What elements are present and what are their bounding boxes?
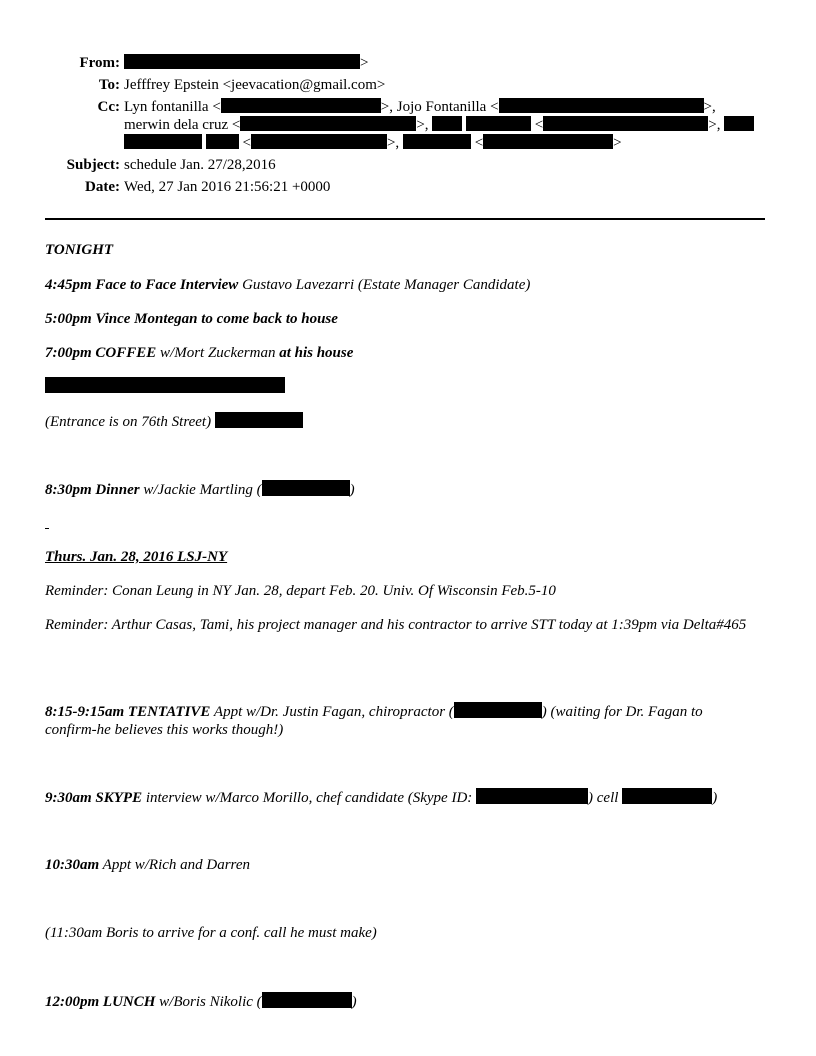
redaction-box [262, 992, 352, 1008]
cc-line-3: < >, < > [124, 134, 622, 152]
redaction-box [543, 116, 708, 131]
header-divider [45, 218, 765, 220]
schedule-item: 12:00pm LUNCH w/Boris Nikolic ( ) [45, 994, 357, 1010]
subject-label: Subject: [66, 157, 120, 173]
schedule-item: 10:30am Appt w/Rich and Darren [45, 857, 250, 873]
redaction-box [251, 134, 387, 149]
redaction-box [45, 377, 285, 393]
date-label: Date: [85, 179, 120, 195]
schedule-item: 5:00pm Vince Montegan to come back to house [45, 311, 338, 327]
cc-line-2: merwin dela cruz < >, < >, [124, 116, 754, 134]
redaction-box [432, 116, 462, 131]
redaction-box [403, 134, 471, 149]
redaction-box [499, 98, 704, 113]
redaction-box [262, 480, 350, 496]
section-tonight: TONIGHT [45, 242, 114, 258]
redaction-box [240, 116, 416, 131]
redaction-box [206, 134, 239, 149]
reminder-2: Reminder: Arthur Casas, Tami, his project manager and his contractor to arrive STT today at 1:39pm via Delta#465 [45, 617, 747, 633]
cc-label: Cc: [97, 99, 120, 115]
redaction-box [622, 788, 712, 804]
date-value: Wed, 27 Jan 2016 21:56:21 +0000 [124, 179, 331, 195]
redacted-line [45, 377, 285, 396]
subject-value: schedule Jan. 27/28,2016 [124, 157, 276, 173]
redaction-box [483, 134, 613, 149]
section-thursday: Thurs. Jan. 28, 2016 LSJ-NY [45, 549, 228, 565]
from-label: From: [79, 55, 120, 71]
schedule-item: 4:45pm Face to Face Interview Gustavo Lavezarri (Estate Manager Candidate) [45, 277, 531, 293]
redaction-box [221, 98, 381, 113]
cc-line-1: Lyn fontanilla < >, Jojo Fontanilla < >, [124, 99, 716, 115]
reminder-1: Reminder: Conan Leung in NY Jan. 28, depart Feb. 20. Univ. Of Wisconsin Feb.5-10 [45, 583, 556, 599]
schedule-item: 7:00pm COFFEE w/Mort Zuckerman at his house [45, 345, 354, 361]
from-value: > [124, 54, 368, 72]
redaction-box [454, 702, 542, 718]
schedule-item: 8:30pm Dinner w/Jackie Martling ( ) [45, 482, 355, 498]
redaction-box [724, 116, 754, 131]
to-label: To: [98, 77, 120, 93]
schedule-item: 8:15-9:15am TENTATIVE Appt w/Dr. Justin Fagan, chiropractor ( ) (waiting for Dr. Fagan to confirm-he believes this works though!) [45, 704, 703, 738]
schedule-note: (11:30am Boris to arrive for a conf. call he must make) [45, 925, 377, 941]
redaction-box [476, 788, 588, 804]
redaction-box [215, 412, 303, 428]
to-value: Jefffrey Epstein <jeevacation@gmail.com> [124, 77, 386, 93]
entrance-note: (Entrance is on 76th Street) [45, 412, 303, 431]
schedule-item: 9:30am SKYPE interview w/Marco Morillo, chef candidate (Skype ID: ) cell ) [45, 790, 718, 806]
underline-mark [45, 518, 49, 529]
redaction-box [466, 116, 531, 131]
underscore-mark [45, 516, 49, 534]
redaction-box [124, 54, 360, 69]
redaction-box [124, 134, 202, 149]
